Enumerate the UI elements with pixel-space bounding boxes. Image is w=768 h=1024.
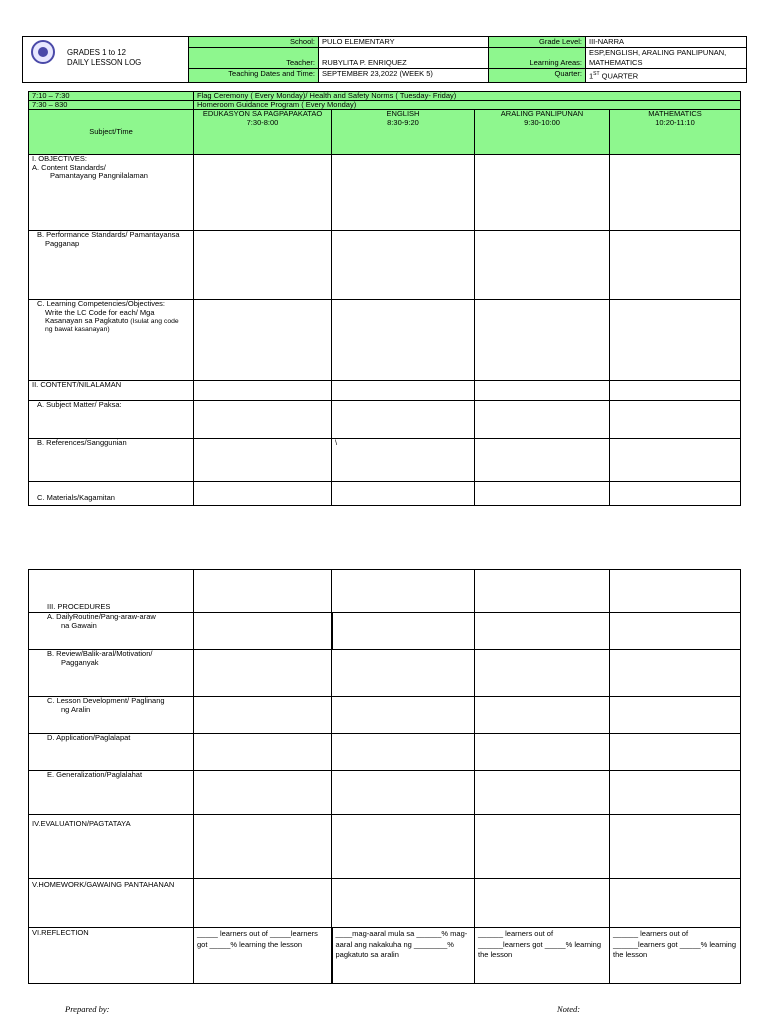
cell-esp[interactable] bbox=[194, 482, 332, 506]
lesson-development-cell bbox=[29, 697, 194, 734]
generalization-label: E. Generalization/Paglalahat bbox=[29, 771, 194, 815]
grades-title: GRADES 1 to 12 bbox=[67, 48, 126, 57]
competencies-cell bbox=[29, 300, 194, 381]
reflection-ap[interactable]: ______ learners out of ______learners got _____% learning the lesson bbox=[475, 928, 610, 984]
quarter-sup: ST bbox=[593, 71, 600, 77]
competencies-label: C. Learning Competencies/Objectives: bbox=[37, 299, 165, 308]
cell-ap[interactable] bbox=[475, 879, 610, 928]
cell-ap[interactable] bbox=[475, 697, 610, 734]
subject-time-header: Subject/Time bbox=[29, 110, 194, 155]
noted-label: Noted: bbox=[557, 1004, 581, 1014]
content-standards-label-2: Pamantayang Pangnilalaman bbox=[50, 171, 148, 181]
quarter-number: 1 bbox=[589, 71, 594, 81]
dates-value: SEPTEMBER 23,2022 (WEEK 5) bbox=[319, 69, 489, 83]
cell-english[interactable] bbox=[332, 401, 475, 439]
lesson-table-page1 bbox=[28, 91, 741, 506]
subject-name: ENGLISH bbox=[386, 109, 420, 118]
cell-ap[interactable] bbox=[475, 771, 610, 815]
review-cell bbox=[29, 650, 194, 697]
cell-english[interactable]: \ bbox=[332, 439, 475, 482]
application-label: D. Application/Paglalapat bbox=[29, 734, 194, 771]
cell-ap[interactable] bbox=[475, 734, 610, 771]
cell-ap[interactable] bbox=[475, 300, 610, 381]
teacher-label: Teacher: bbox=[189, 48, 319, 69]
review-label: B. Review/Balik-aral/Motivation/ bbox=[47, 649, 153, 658]
cell-ap[interactable] bbox=[475, 381, 610, 401]
quarter-text: QUARTER bbox=[599, 71, 639, 81]
cell-esp[interactable] bbox=[194, 650, 332, 697]
reflection-esp[interactable]: _____ learners out of _____learners got _____% learning the lesson bbox=[194, 928, 332, 984]
content-title: II. CONTENT/NILALAMAN bbox=[29, 381, 194, 401]
teacher-value: RUBYLITA P. ENRIQUEZ bbox=[319, 48, 489, 69]
grade-level-value: III-NARRA bbox=[586, 37, 747, 48]
cell-math[interactable] bbox=[610, 613, 741, 650]
content-standards-label: A. Content Standards/ bbox=[32, 162, 106, 172]
cell-math[interactable] bbox=[610, 771, 741, 815]
reflection-english[interactable]: ____mag-aaral mula sa ______% mag-aaral ang nakakuha ng ________% pagkatuto sa aralin bbox=[332, 928, 475, 984]
performance-standards-cell bbox=[29, 231, 194, 300]
cell-ap[interactable] bbox=[475, 650, 610, 697]
quarter-value bbox=[586, 69, 747, 83]
competencies-label-3 bbox=[37, 317, 190, 326]
cell-esp[interactable] bbox=[194, 155, 332, 231]
cell-math[interactable] bbox=[610, 155, 741, 231]
cell-esp[interactable] bbox=[194, 815, 332, 879]
competencies-label-4: ng bawat kasanayan) bbox=[45, 326, 110, 334]
subject-time: 7:30-8:00 bbox=[246, 117, 279, 127]
header-table bbox=[22, 36, 747, 83]
subject-header-math bbox=[610, 110, 741, 155]
cell-esp[interactable] bbox=[194, 734, 332, 771]
objectives-label-cell bbox=[29, 155, 194, 231]
cell-esp[interactable] bbox=[194, 697, 332, 734]
cell-esp[interactable] bbox=[194, 439, 332, 482]
references-label: B. References/Sanggunian bbox=[29, 439, 194, 482]
objectives-title: I. OBJECTIVES: bbox=[32, 154, 88, 163]
cell-english[interactable] bbox=[332, 155, 475, 231]
dates-label: Teaching Dates and Time: bbox=[189, 69, 319, 83]
cell-math[interactable] bbox=[610, 381, 741, 401]
cell-math[interactable] bbox=[610, 697, 741, 734]
deped-seal-logo bbox=[31, 40, 55, 64]
cell-ap[interactable] bbox=[475, 613, 610, 650]
reflection-math[interactable]: ______ learners out of ______learners got _____% learning the lesson bbox=[610, 928, 741, 984]
subject-name: ARALING PANLIPUNAN bbox=[500, 109, 584, 118]
cell-esp[interactable] bbox=[194, 771, 332, 815]
subject-name: EDUKASYON SA PAGPAPAKATAO bbox=[202, 109, 323, 118]
activity-slot-2: Homeroom Guidance Program ( Every Monday) bbox=[194, 101, 741, 110]
cell-esp[interactable] bbox=[194, 401, 332, 439]
learning-areas-label: Learning Areas: bbox=[489, 48, 586, 69]
cell-esp[interactable] bbox=[194, 300, 332, 381]
daily-routine-label-2: na Gawain bbox=[61, 620, 97, 630]
subject-header-esp bbox=[194, 110, 332, 155]
cell-esp[interactable] bbox=[194, 613, 332, 650]
subject-header-english bbox=[332, 110, 475, 155]
reflection-label: VI.REFLECTION bbox=[29, 928, 194, 984]
lesson-development-label-2: ng Aralin bbox=[61, 704, 91, 714]
cell-english[interactable] bbox=[332, 570, 475, 613]
cell-esp[interactable] bbox=[194, 570, 332, 613]
cell-english[interactable] bbox=[332, 650, 475, 697]
school-label: School: bbox=[189, 37, 319, 48]
daily-lesson-log-title: DAILY LESSON LOG bbox=[67, 58, 142, 67]
subject-time: 9:30-10:00 bbox=[524, 117, 560, 127]
grade-level-label: Grade Level: bbox=[489, 37, 586, 48]
cell-english[interactable] bbox=[332, 381, 475, 401]
homework-label: V.HOMEWORK/GAWAING PANTAHANAN bbox=[29, 879, 194, 928]
cell-english[interactable] bbox=[332, 300, 475, 381]
cell-math[interactable] bbox=[610, 650, 741, 697]
competencies-label-2: Write the LC Code for each/ Mga bbox=[45, 307, 155, 317]
cell-ap[interactable] bbox=[475, 401, 610, 439]
materials-label: C. Materials/Kagamitan bbox=[29, 482, 194, 506]
time-slot-2: 7:30 – 830 bbox=[29, 101, 194, 110]
cell-math[interactable] bbox=[610, 482, 741, 506]
cell-math[interactable] bbox=[610, 815, 741, 879]
subject-time: 10:20-11:10 bbox=[655, 117, 695, 127]
review-label-2: Pagganyak bbox=[61, 657, 99, 667]
cell-math[interactable] bbox=[610, 300, 741, 381]
cell-english[interactable] bbox=[332, 879, 475, 928]
evaluation-label: IV.EVALUATION/PAGTATAYA bbox=[29, 815, 194, 879]
school-value: PULO ELEMENTARY bbox=[319, 37, 489, 48]
cell-english[interactable] bbox=[332, 613, 475, 650]
time-slot-1: 7:10 – 7:30 bbox=[29, 92, 194, 101]
performance-standards-label-2: Pagganap bbox=[45, 238, 80, 248]
activity-slot-1: Flag Ceremony ( Every Monday)/ Health and Safety Norms ( Tuesday- Friday) bbox=[194, 92, 741, 101]
cell-english[interactable] bbox=[332, 815, 475, 879]
cell-ap[interactable] bbox=[475, 155, 610, 231]
cell-math[interactable] bbox=[610, 734, 741, 771]
cell-esp[interactable] bbox=[194, 231, 332, 300]
cell-english[interactable] bbox=[332, 734, 475, 771]
cell-math[interactable] bbox=[610, 401, 741, 439]
learning-areas-value: ESP,ENGLISH, ARALING PANLIPUNAN, MATHEMATICS bbox=[586, 48, 747, 69]
lesson-development-label: C. Lesson Development/ Paglinang bbox=[47, 696, 165, 705]
daily-routine-label: A. DailyRoutine/Pang-araw-araw bbox=[47, 612, 156, 621]
quarter-label: Quarter: bbox=[489, 69, 586, 83]
subject-matter-label: A. Subject Matter/ Paksa: bbox=[29, 401, 194, 439]
cell-ap[interactable] bbox=[475, 570, 610, 613]
cell-english[interactable] bbox=[332, 697, 475, 734]
cell-math[interactable] bbox=[610, 879, 741, 928]
subject-time: 8:30-9:20 bbox=[387, 117, 419, 127]
procedures-title: III. PROCEDURES bbox=[29, 570, 194, 613]
cell-math[interactable] bbox=[610, 231, 741, 300]
cell-esp[interactable] bbox=[194, 879, 332, 928]
cell-ap[interactable] bbox=[475, 482, 610, 506]
cell-ap[interactable] bbox=[475, 815, 610, 879]
cell-english[interactable] bbox=[332, 771, 475, 815]
cell-math[interactable] bbox=[610, 570, 741, 613]
competencies-label-3b: (Isulat ang code bbox=[128, 318, 179, 326]
cell-english[interactable] bbox=[332, 482, 475, 506]
subject-header-ap bbox=[475, 110, 610, 155]
performance-standards-label: B. Performance Standards/ Pamantayansa bbox=[37, 230, 180, 239]
subject-name: MATHEMATICS bbox=[648, 109, 702, 118]
lesson-table-page2 bbox=[28, 569, 741, 984]
cell-english[interactable] bbox=[332, 231, 475, 300]
cell-math[interactable] bbox=[610, 439, 741, 482]
daily-routine-cell bbox=[29, 613, 194, 650]
cell-ap[interactable] bbox=[475, 439, 610, 482]
cell-esp[interactable] bbox=[194, 381, 332, 401]
cell-ap[interactable] bbox=[475, 231, 610, 300]
prepared-by-label: Prepared by: bbox=[65, 1004, 110, 1014]
competencies-label-3a: Kasanayan sa Pagkatuto bbox=[45, 316, 129, 326]
header-logo-cell bbox=[23, 37, 189, 83]
